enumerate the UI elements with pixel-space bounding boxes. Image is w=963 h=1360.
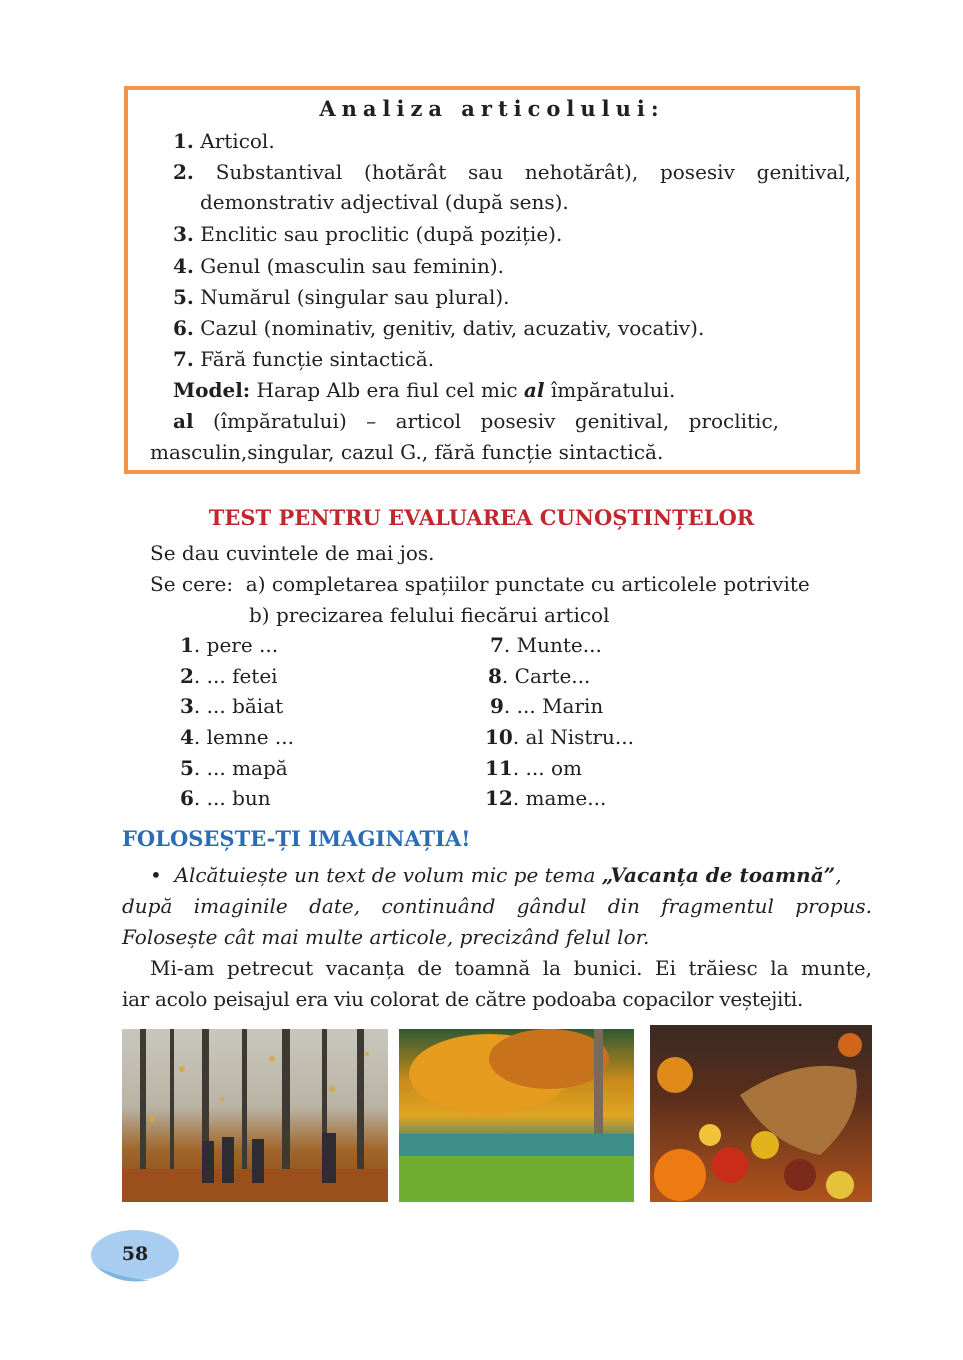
lake-illustration — [399, 1029, 634, 1202]
analysis-item-2: 2. Substantival (hotărât sau nehotărât), posesiv genitival, — [173, 160, 851, 184]
analysis-title: Analiza articolului: — [319, 96, 665, 121]
test-intro: Se dau cuvintele de mai jos. — [150, 541, 435, 565]
analysis-box — [124, 86, 860, 474]
word-item: 9. ... Marin — [490, 694, 604, 718]
forest-illustration — [122, 1029, 388, 1202]
analysis-item-7: 7. Fără funcție sintactică. — [173, 347, 435, 371]
task-line1: • Alcătuiește un text de volum mic pe tema „Vacanța de toamnă”, — [150, 863, 842, 887]
paragraph-line1: Mi-am petrecut vacanța de toamnă la bunici. Ei trăiesc la munte, — [150, 956, 872, 980]
word-item: 12. mame... — [485, 786, 607, 810]
bullet: • — [150, 863, 162, 887]
page-number: 58 — [121, 1243, 149, 1265]
analysis-example-line2: masculin,singular, cazul G., fără funcție sintactică. — [150, 440, 664, 464]
page-number-badge — [90, 1228, 180, 1284]
word-item: 6. ... bun — [180, 786, 271, 810]
word-item: 4. lemne ... — [180, 725, 294, 749]
task-line3: Folosește cât mai multe articole, precizând felul lor. — [122, 925, 650, 949]
test-requirement-a: Se cere: a) completarea spațiilor punctate cu articolele potrivite — [150, 572, 810, 596]
word-item: 7. Munte... — [490, 633, 602, 657]
test-title: TEST PENTRU EVALUAREA CUNOȘTINȚELOR — [208, 505, 755, 530]
analysis-item-6: 6. Cazul (nominativ, genitiv, dativ, acuzativ, vocativ). — [173, 316, 705, 340]
analysis-item-1: 1. Articol. — [173, 129, 275, 153]
test-requirement-b: b) precizarea felului fiecărui articol — [249, 603, 610, 627]
photo-autumn-forest — [122, 1029, 388, 1202]
analysis-example-line1: al (împăratului) – articol posesiv genitival, proclitic, — [173, 409, 779, 433]
photo-autumn-lake — [399, 1029, 634, 1202]
task-line2: după imaginile date, continuând gândul din fragmentul propus. — [122, 894, 872, 918]
analysis-item-5: 5. Numărul (singular sau plural). — [173, 285, 510, 309]
analysis-item-3: 3. Enclitic sau proclitic (după poziție). — [173, 222, 563, 246]
analysis-item-2-cont: demonstrativ adjectival (după sens). — [200, 190, 569, 214]
word-item: 8. Carte... — [488, 664, 591, 688]
word-item: 11. ... om — [485, 756, 582, 780]
model-sentence: Model: Harap Alb era fiul cel mic al împăratului. — [173, 378, 676, 402]
analysis-item-4: 4. Genul (masculin sau feminin). — [173, 254, 504, 278]
word-item: 3. ... băiat — [180, 694, 284, 718]
word-item: 5. ... mapă — [180, 756, 288, 780]
cornucopia-illustration — [650, 1025, 872, 1202]
word-item: 1. pere ... — [180, 633, 279, 657]
word-item: 2. ... fetei — [180, 664, 278, 688]
photo-cornucopia — [650, 1025, 872, 1202]
paragraph-line2: iar acolo peisajul era viu colorat de către podoaba copacilor veștejiti. — [122, 987, 804, 1011]
word-item: 10. al Nistru... — [485, 725, 634, 749]
imagination-title: FOLOSEȘTE-ȚI IMAGINAȚIA! — [122, 826, 471, 851]
